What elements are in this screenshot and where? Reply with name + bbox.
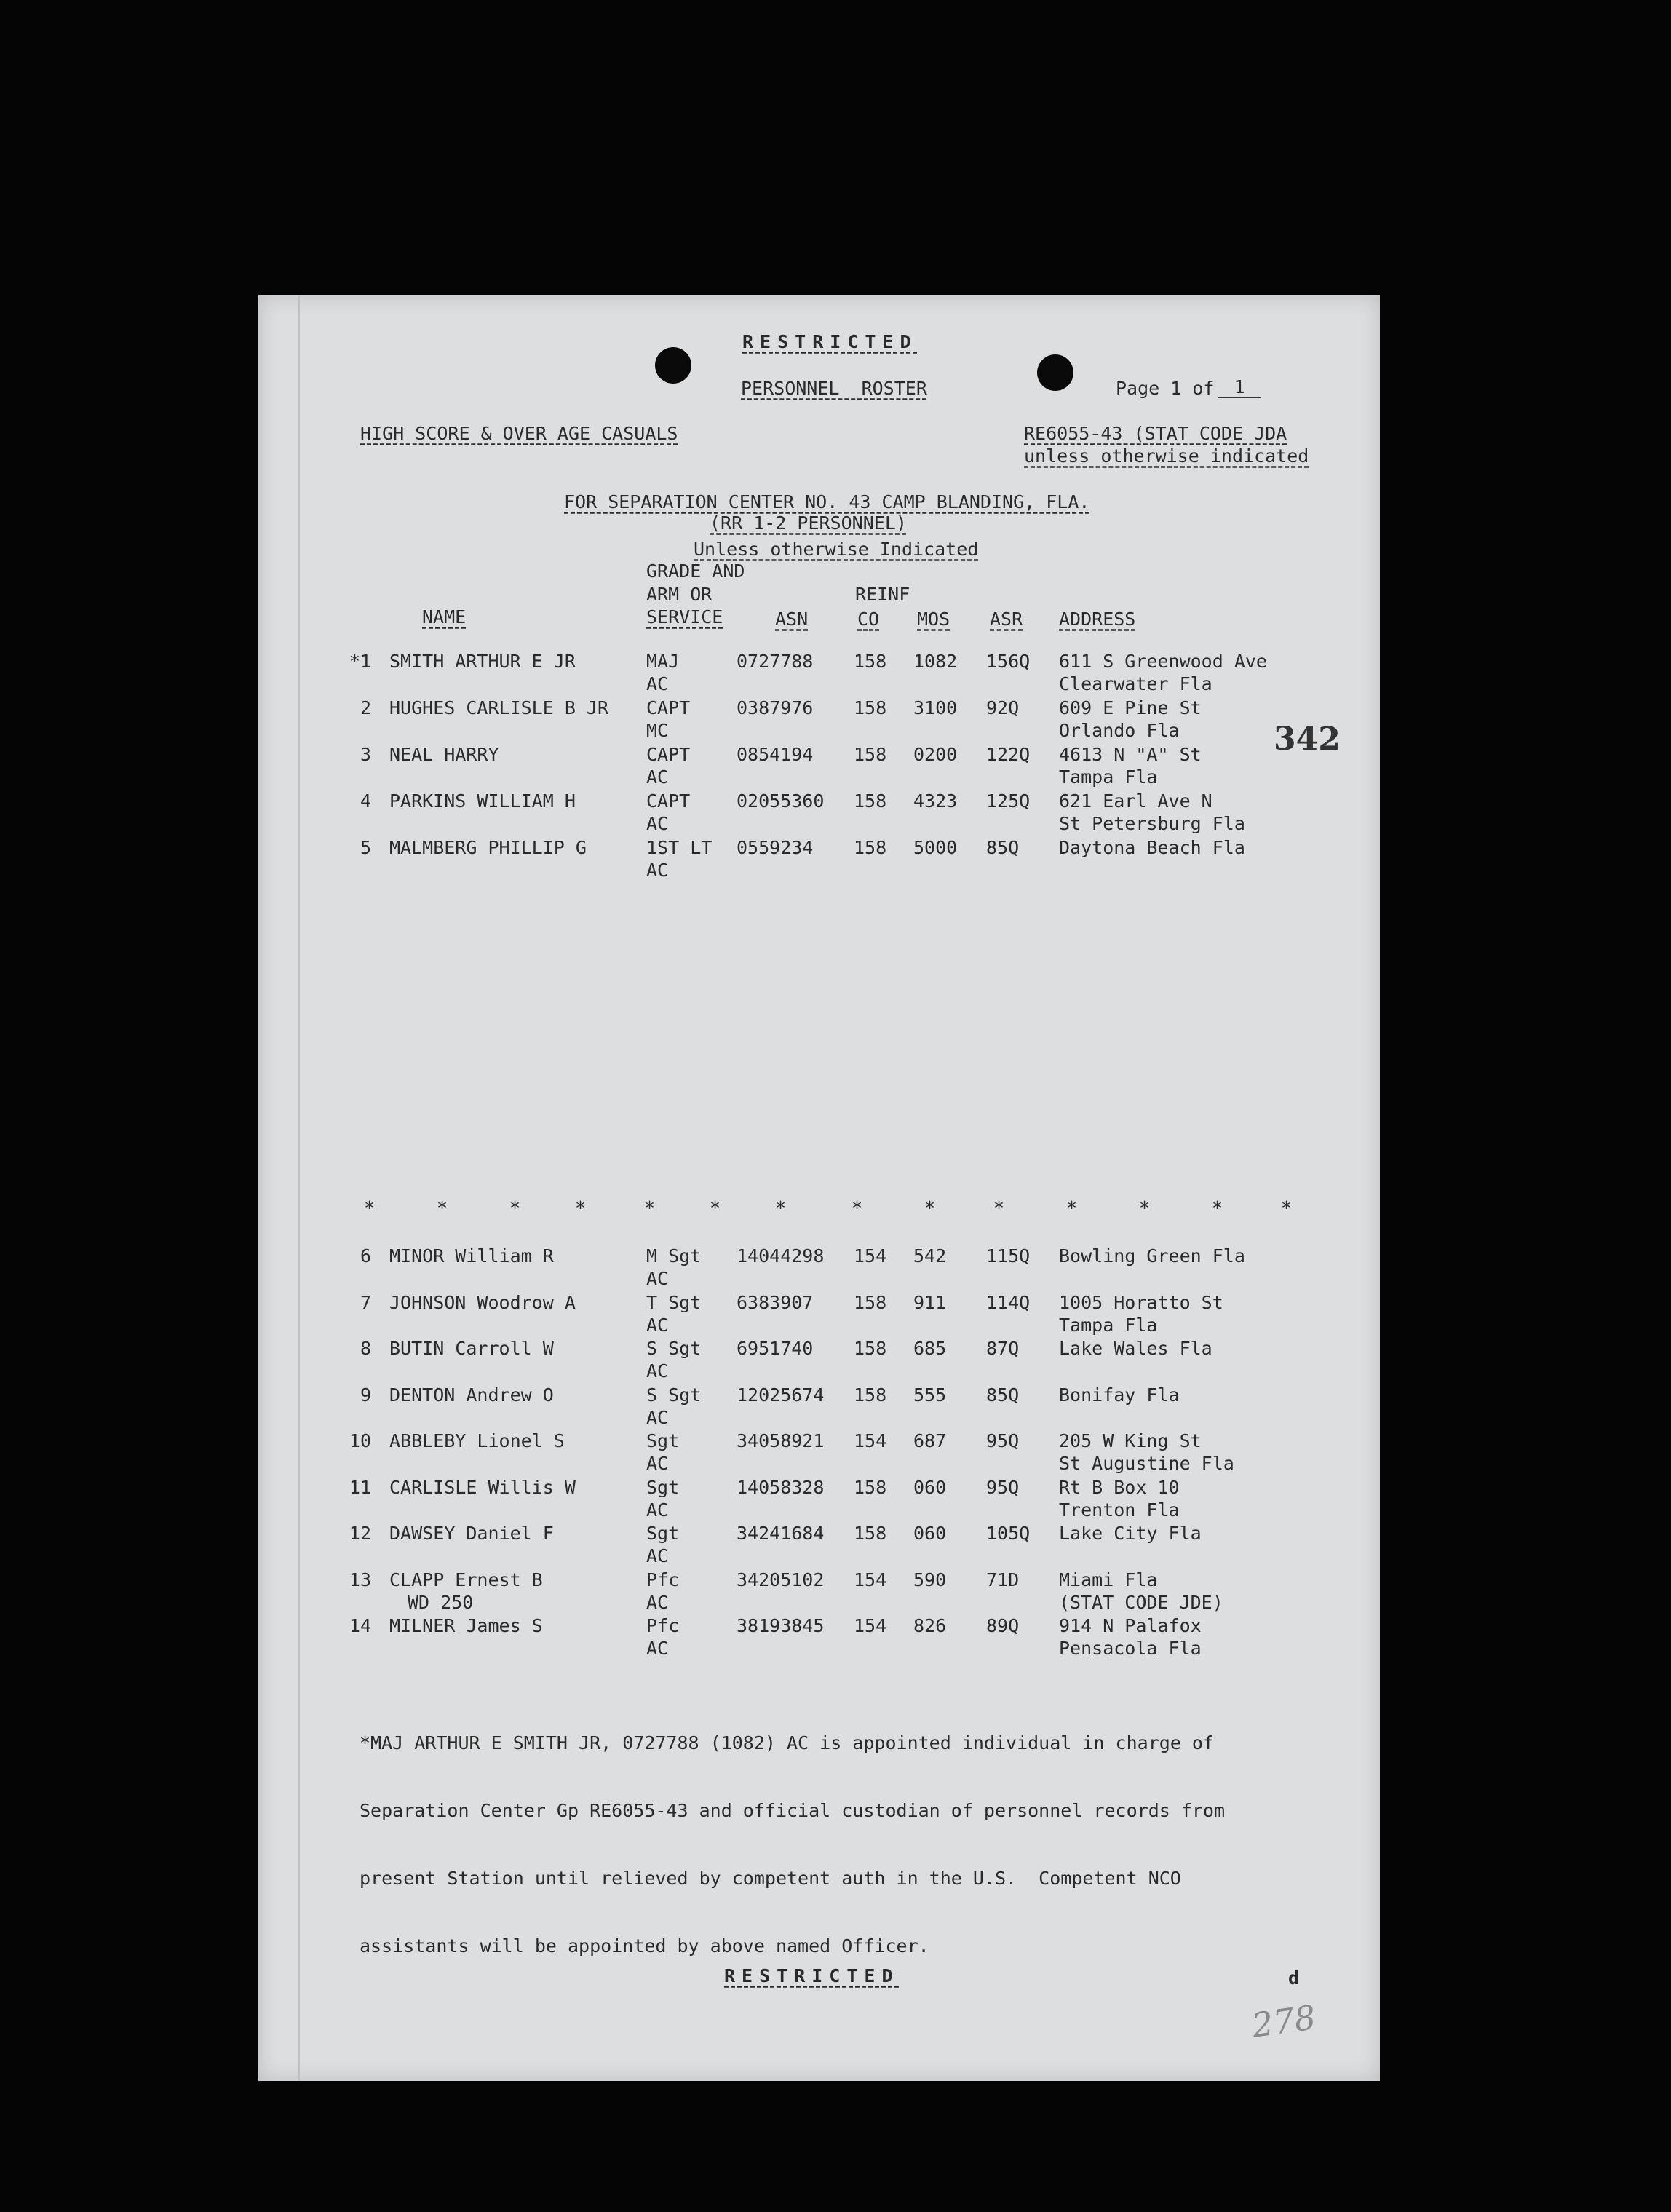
cell-name: DAWSEY Daniel F [389,1523,554,1544]
cell-addr1: 4613 N "A" St [1059,744,1202,765]
right-header-line1: RE6055-43 (STAT CODE JDA [1024,423,1287,444]
cell-num: 2 [360,697,371,718]
cell-grade: CAPT [646,744,691,765]
cell-mos: 826 [913,1615,947,1636]
cell-co: 158 [854,697,887,718]
cell-addr1: Lake Wales Fla [1059,1338,1212,1359]
cell-arm: AC [646,1314,669,1336]
cell-addr1: Rt B Box 10 [1059,1476,1180,1498]
cell-asr: 156Q [986,651,1031,672]
cell-addr1: 621 Earl Ave N [1059,790,1212,812]
cell-addr2: Orlando Fla [1059,720,1180,741]
footnote [360,1686,1327,2002]
cell-num: 5 [360,837,371,858]
cell-asn: 14058328 [737,1476,825,1498]
table-row [258,1245,1380,1291]
roster-title: PERSONNEL ROSTER [741,378,927,399]
cell-num: 11 [349,1476,371,1498]
cell-grade: Pfc [646,1569,680,1590]
cell-addr1: 205 W King St [1059,1430,1202,1451]
cell-arm: AC [646,860,669,881]
footnote-line4: assistants will be appointed by above named Officer. [360,1935,929,1957]
cell-mos: 060 [913,1476,947,1498]
cell-addr2: Pensacola Fla [1059,1638,1202,1659]
cell-name: ABBLEBY Lionel S [389,1430,565,1451]
cell-asn: 34058921 [737,1430,825,1451]
cell-num: 8 [360,1338,371,1359]
cell-co: 158 [854,1338,887,1359]
cell-asn: 34205102 [737,1569,825,1590]
cell-addr1: 914 N Palafox [1059,1615,1202,1636]
table-row [258,1614,1380,1661]
cell-name: CARLISLE Willis W [389,1476,576,1498]
cell-name: BUTIN Carroll W [389,1338,554,1359]
cell-name: CLAPP Ernest B [389,1569,543,1590]
cell-co: 158 [854,1291,887,1313]
cell-arm: AC [646,1545,669,1566]
cell-asn: 0387976 [737,697,814,718]
cell-name2: WD 250 [408,1591,474,1613]
cell-asr: 105Q [986,1523,1031,1544]
table-row [258,1569,1380,1615]
cell-mos: 4323 [913,790,958,812]
cell-co: 158 [854,744,887,765]
footnote-line2: Separation Center Gp RE6055-43 and official custodian of personnel records from [360,1800,1226,1821]
cell-grade: CAPT [646,790,691,812]
cell-asr: 87Q [986,1338,1020,1359]
cell-name: MILNER James S [389,1615,543,1636]
cell-grade: Pfc [646,1615,680,1636]
cell-num: 4 [360,790,371,812]
corner-mark: d [1288,1967,1300,1989]
cell-name: DENTON Andrew O [389,1384,554,1406]
cell-asr: 95Q [986,1430,1020,1451]
cell-grade: Sgt [646,1430,680,1451]
cell-addr2: Trenton Fla [1059,1499,1180,1521]
cell-addr1: 609 E Pine St [1059,697,1202,718]
cell-name: SMITH ARTHUR E JR [389,651,576,672]
cell-num: 9 [360,1384,371,1406]
cell-name: PARKINS WILLIAM H [389,790,576,812]
cell-arm: AC [646,1268,669,1289]
cell-addr1: Bonifay Fla [1059,1384,1180,1406]
cell-addr1: Lake City Fla [1059,1523,1202,1544]
cell-mos: 060 [913,1523,947,1544]
cell-grade: 1ST LT [646,837,713,858]
header-co: CO [857,609,880,630]
cell-grade: CAPT [646,697,691,718]
header-grade-line2: ARM OR [646,584,713,605]
cell-arm: MC [646,720,669,741]
cell-asn: 0559234 [737,837,814,858]
cell-co: 158 [854,1523,887,1544]
cell-asn: 34241684 [737,1523,825,1544]
cell-asn: 0854194 [737,744,814,765]
cell-addr1: 611 S Greenwood Ave [1059,651,1267,672]
cell-grade: Sgt [646,1476,680,1498]
cell-mos: 3100 [913,697,958,718]
cell-asr: 122Q [986,744,1031,765]
cell-asn: 6383907 [737,1291,814,1313]
header-grade-line3: SERVICE [646,606,723,627]
cell-name: JOHNSON Woodrow A [389,1291,576,1313]
cell-grade: T Sgt [646,1291,702,1313]
header-asr: ASR [990,609,1023,630]
cell-num: 13 [349,1569,371,1590]
cell-mos: 590 [913,1569,947,1590]
cell-asr: 89Q [986,1615,1020,1636]
cell-addr2: Tampa Fla [1059,766,1158,788]
punch-hole-right [1037,354,1073,391]
table-row [258,836,1380,883]
cell-asr: 95Q [986,1476,1020,1498]
cell-arm: AC [646,766,669,788]
cell-asn: 6951740 [737,1338,814,1359]
header-mos: MOS [917,609,950,630]
cell-co: 154 [854,1245,887,1266]
page-total: 1 [1218,378,1261,398]
cell-mos: 0200 [913,744,958,765]
cell-mos: 542 [913,1245,947,1266]
cell-co: 158 [854,1476,887,1498]
cell-asn: 14044298 [737,1245,825,1266]
punch-hole-left [655,347,691,384]
table-row [258,1291,1380,1338]
center-line3: Unless otherwise Indicated [694,539,979,560]
cell-addr2: Clearwater Fla [1059,673,1212,694]
header-address: ADDRESS [1059,609,1136,630]
cell-num: 10 [349,1430,371,1451]
cell-name: NEAL HARRY [389,744,499,765]
cell-addr1: 1005 Horatto St [1059,1291,1223,1313]
cell-addr2: Tampa Fla [1059,1314,1158,1336]
cell-mos: 687 [913,1430,947,1451]
cell-co: 158 [854,651,887,672]
table-row [258,697,1380,743]
cell-num: 7 [360,1291,371,1313]
classification-top: RESTRICTED [742,331,918,352]
header-asn: ASN [775,609,809,630]
cell-grade: S Sgt [646,1384,702,1406]
cell-asn: 0727788 [737,651,814,672]
cell-arm: AC [646,813,669,834]
header-grade-line1: GRADE AND [646,560,745,582]
right-header-line2: unless otherwise indicated [1024,445,1309,467]
cell-arm: AC [646,1406,669,1428]
cell-arm: AC [646,1453,669,1474]
cell-asr: 85Q [986,837,1020,858]
cell-num: 3 [360,744,371,765]
table-row [258,1430,1380,1476]
cell-addr2: (STAT CODE JDE) [1059,1591,1223,1613]
cell-mos: 1082 [913,651,958,672]
cell-asn: 02055360 [737,790,825,812]
cell-co: 154 [854,1615,887,1636]
table-row [258,790,1380,836]
table-row [258,1337,1380,1384]
cell-asr: 115Q [986,1245,1031,1266]
table-row [258,1522,1380,1569]
table-row [258,650,1380,697]
page-label: Page 1 of [1116,378,1215,399]
cell-grade: M Sgt [646,1245,702,1266]
cell-asr: 92Q [986,697,1020,718]
cell-addr2: St Petersburg Fla [1059,813,1245,834]
cell-asn: 12025674 [737,1384,825,1406]
header-name: NAME [422,606,467,627]
cell-arm: AC [646,1499,669,1521]
table-row [258,1384,1380,1430]
cell-co: 158 [854,790,887,812]
cell-co: 154 [854,1569,887,1590]
cell-co: 154 [854,1430,887,1451]
cell-asr: 71D [986,1569,1020,1590]
cell-arm: AC [646,1360,669,1381]
table-row [258,1476,1380,1523]
cell-grade: Sgt [646,1523,680,1544]
pencil-number: 278 [1249,1997,1319,2045]
cell-name: MALMBERG PHILLIP G [389,837,587,858]
footnote-line1: *MAJ ARTHUR E SMITH JR, 0727788 (1082) AC is appointed individual in charge of [360,1732,1214,1753]
cell-mos: 685 [913,1338,947,1359]
cell-num: *1 [349,651,371,672]
cell-addr1: Miami Fla [1059,1569,1158,1590]
cell-arm: AC [646,673,669,694]
center-line2: (RR 1-2 PERSONNEL) [710,512,907,534]
section-separator: * * * * * * * * * * * * * * [364,1197,1293,1218]
cell-grade: MAJ [646,651,680,672]
header-reinf: REINF [855,584,910,605]
cell-co: 158 [854,837,887,858]
left-header: HIGH SCORE & OVER AGE CASUALS [360,423,678,444]
roster-content [258,295,1380,2081]
cell-addr1: Bowling Green Fla [1059,1245,1245,1266]
cell-name: MINOR William R [389,1245,554,1266]
cell-grade: S Sgt [646,1338,702,1359]
cell-name: HUGHES CARLISLE B JR [389,697,609,718]
classification-bottom: RESTRICTED [724,1965,900,1986]
table-row [258,743,1380,790]
footnote-line3: present Station until relieved by competent auth in the U.S. Competent NCO [360,1868,1181,1889]
cell-arm: AC [646,1638,669,1659]
cell-mos: 555 [913,1384,947,1406]
cell-asr: 114Q [986,1291,1031,1313]
cell-asn: 38193845 [737,1615,825,1636]
cell-num: 6 [360,1245,371,1266]
cell-addr1: Daytona Beach Fla [1059,837,1245,858]
cell-mos: 911 [913,1291,947,1313]
cell-asr: 85Q [986,1384,1020,1406]
cell-addr2: St Augustine Fla [1059,1453,1234,1474]
cell-asr: 125Q [986,790,1031,812]
cell-num: 12 [349,1523,371,1544]
stamp-number: 342 [1274,721,1341,758]
cell-arm: AC [646,1591,669,1613]
cell-mos: 5000 [913,837,958,858]
center-line1: FOR SEPARATION CENTER NO. 43 CAMP BLANDING, FLA. [564,491,1090,512]
cell-num: 14 [349,1615,371,1636]
cell-co: 158 [854,1384,887,1406]
